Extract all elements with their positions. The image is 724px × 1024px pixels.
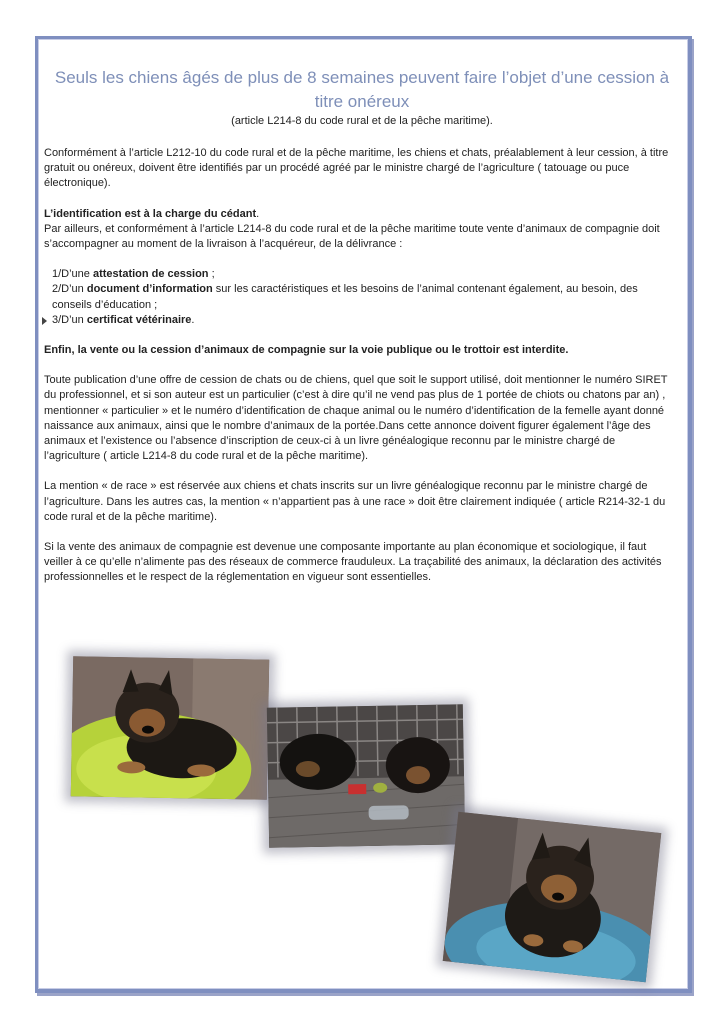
list-item — [52, 267, 672, 282]
list-item-suffix: . — [191, 313, 195, 326]
identification-bold: L’identification est à la charge du cédant — [44, 207, 257, 220]
street-sale-ban-bold: Enfin, la vente ou la cession d’animaux de compagnie sur la voie publique ou le trottoir est interdite. — [44, 344, 569, 357]
document-list — [44, 267, 672, 328]
paragraph-publication-rules: Toute publication d’une offre de cession de chats ou de chiens, quel que soit le support utilisé, doit mentionner le numéro SIRET du professionnel, et si son auteur est un particulier (c’est à dire qu’il ne vend pas plus de 1 portée de chiots ou chatons par an) , mentionner « particulier » et le numéro d’identification de chaque animal ou le numéro d’identification de la femelle ayant donné naissance aux animaux, ainsi que le nombre d’animaux de la portée.Dans cette annonce doivent figurer également l’âge des animaux et l’existence ou l’absence d’inscription de ceux-ci à un livre généalogique reconnu par le ministre chargé de l’agriculture ( article L214-8 du code rural et de la pêche maritime). — [44, 374, 668, 463]
list-item-bold: document d’information — [86, 283, 213, 296]
paragraph-delivery-requirements: Par ailleurs, et conformément à l’article L214-8 du code rural et de la pêche maritime toute vente d’animaux de compagnie doit s’accompagner au moment de la livraison à l’acquéreur, de la délivrance : — [44, 222, 660, 251]
paragraph-traceability: Si la vente des animaux de compagnie est devenue une composante importante au plan économique et sociologique, il faut veiller à ce qu’elle n’alimente pas des réseaux de commerce frauduleux. La traçabilité des animaux, la déclaration des activités professionnelles et le respect de la réglementation en vigueur sont essentielles. — [44, 541, 662, 584]
page-title: Seuls les chiens âgés de plus de 8 semaines peuvent faire l’objet d’une cession à titre onéreux — [54, 68, 670, 111]
paragraph-identification-note — [44, 207, 672, 222]
list-item-suffix: sur les caractéristiques et les besoins de l’animal contenant également, au besoin, des conseils d’éducation ; — [52, 283, 638, 311]
list-item — [52, 282, 672, 312]
list-item-prefix: 2/D’un — [52, 283, 87, 296]
list-item-prefix: 3/D’un — [52, 313, 87, 326]
puppy-photo-blue-cushion — [443, 812, 662, 983]
identification-end: . — [256, 207, 260, 220]
puppy-photo-green-cushion — [71, 656, 269, 799]
list-item-bold: attestation de cession — [92, 268, 209, 281]
puppies-photo-cage — [267, 704, 465, 847]
paragraph-breed-mention: La mention « de race » est réservée aux chiens et chats inscrits sur un livre généalogique reconnu par le ministre chargé de l’agriculture. Dans les autres cas, la mention « n’appartient pas à une race » doit être clairement indiquée ( article R214-32-1 du code rural et de la pêche maritime). — [44, 480, 666, 523]
list-item-suffix: ; — [208, 268, 215, 281]
bullet-arrow-icon — [42, 317, 47, 325]
paragraph-identification-law: Conformément à l’article L212-10 du code rural et de la pêche maritime, les chiens et chats, préalablement à leur cession, à titre gratuit ou onéreux, doivent être identifiés par un procédé agréé par le ministre chargé de l’agriculture ( tatouage ou puce électronique). — [44, 147, 669, 190]
list-item-prefix: 1/D’une — [52, 268, 93, 281]
page-subtitle: (article L214-8 du code rural et de la pêche maritime). — [231, 115, 493, 127]
paragraph-street-sale-ban — [44, 343, 672, 358]
list-item — [52, 313, 672, 328]
document-body — [44, 146, 672, 586]
list-item-bold: certificat vétérinaire — [86, 313, 192, 326]
